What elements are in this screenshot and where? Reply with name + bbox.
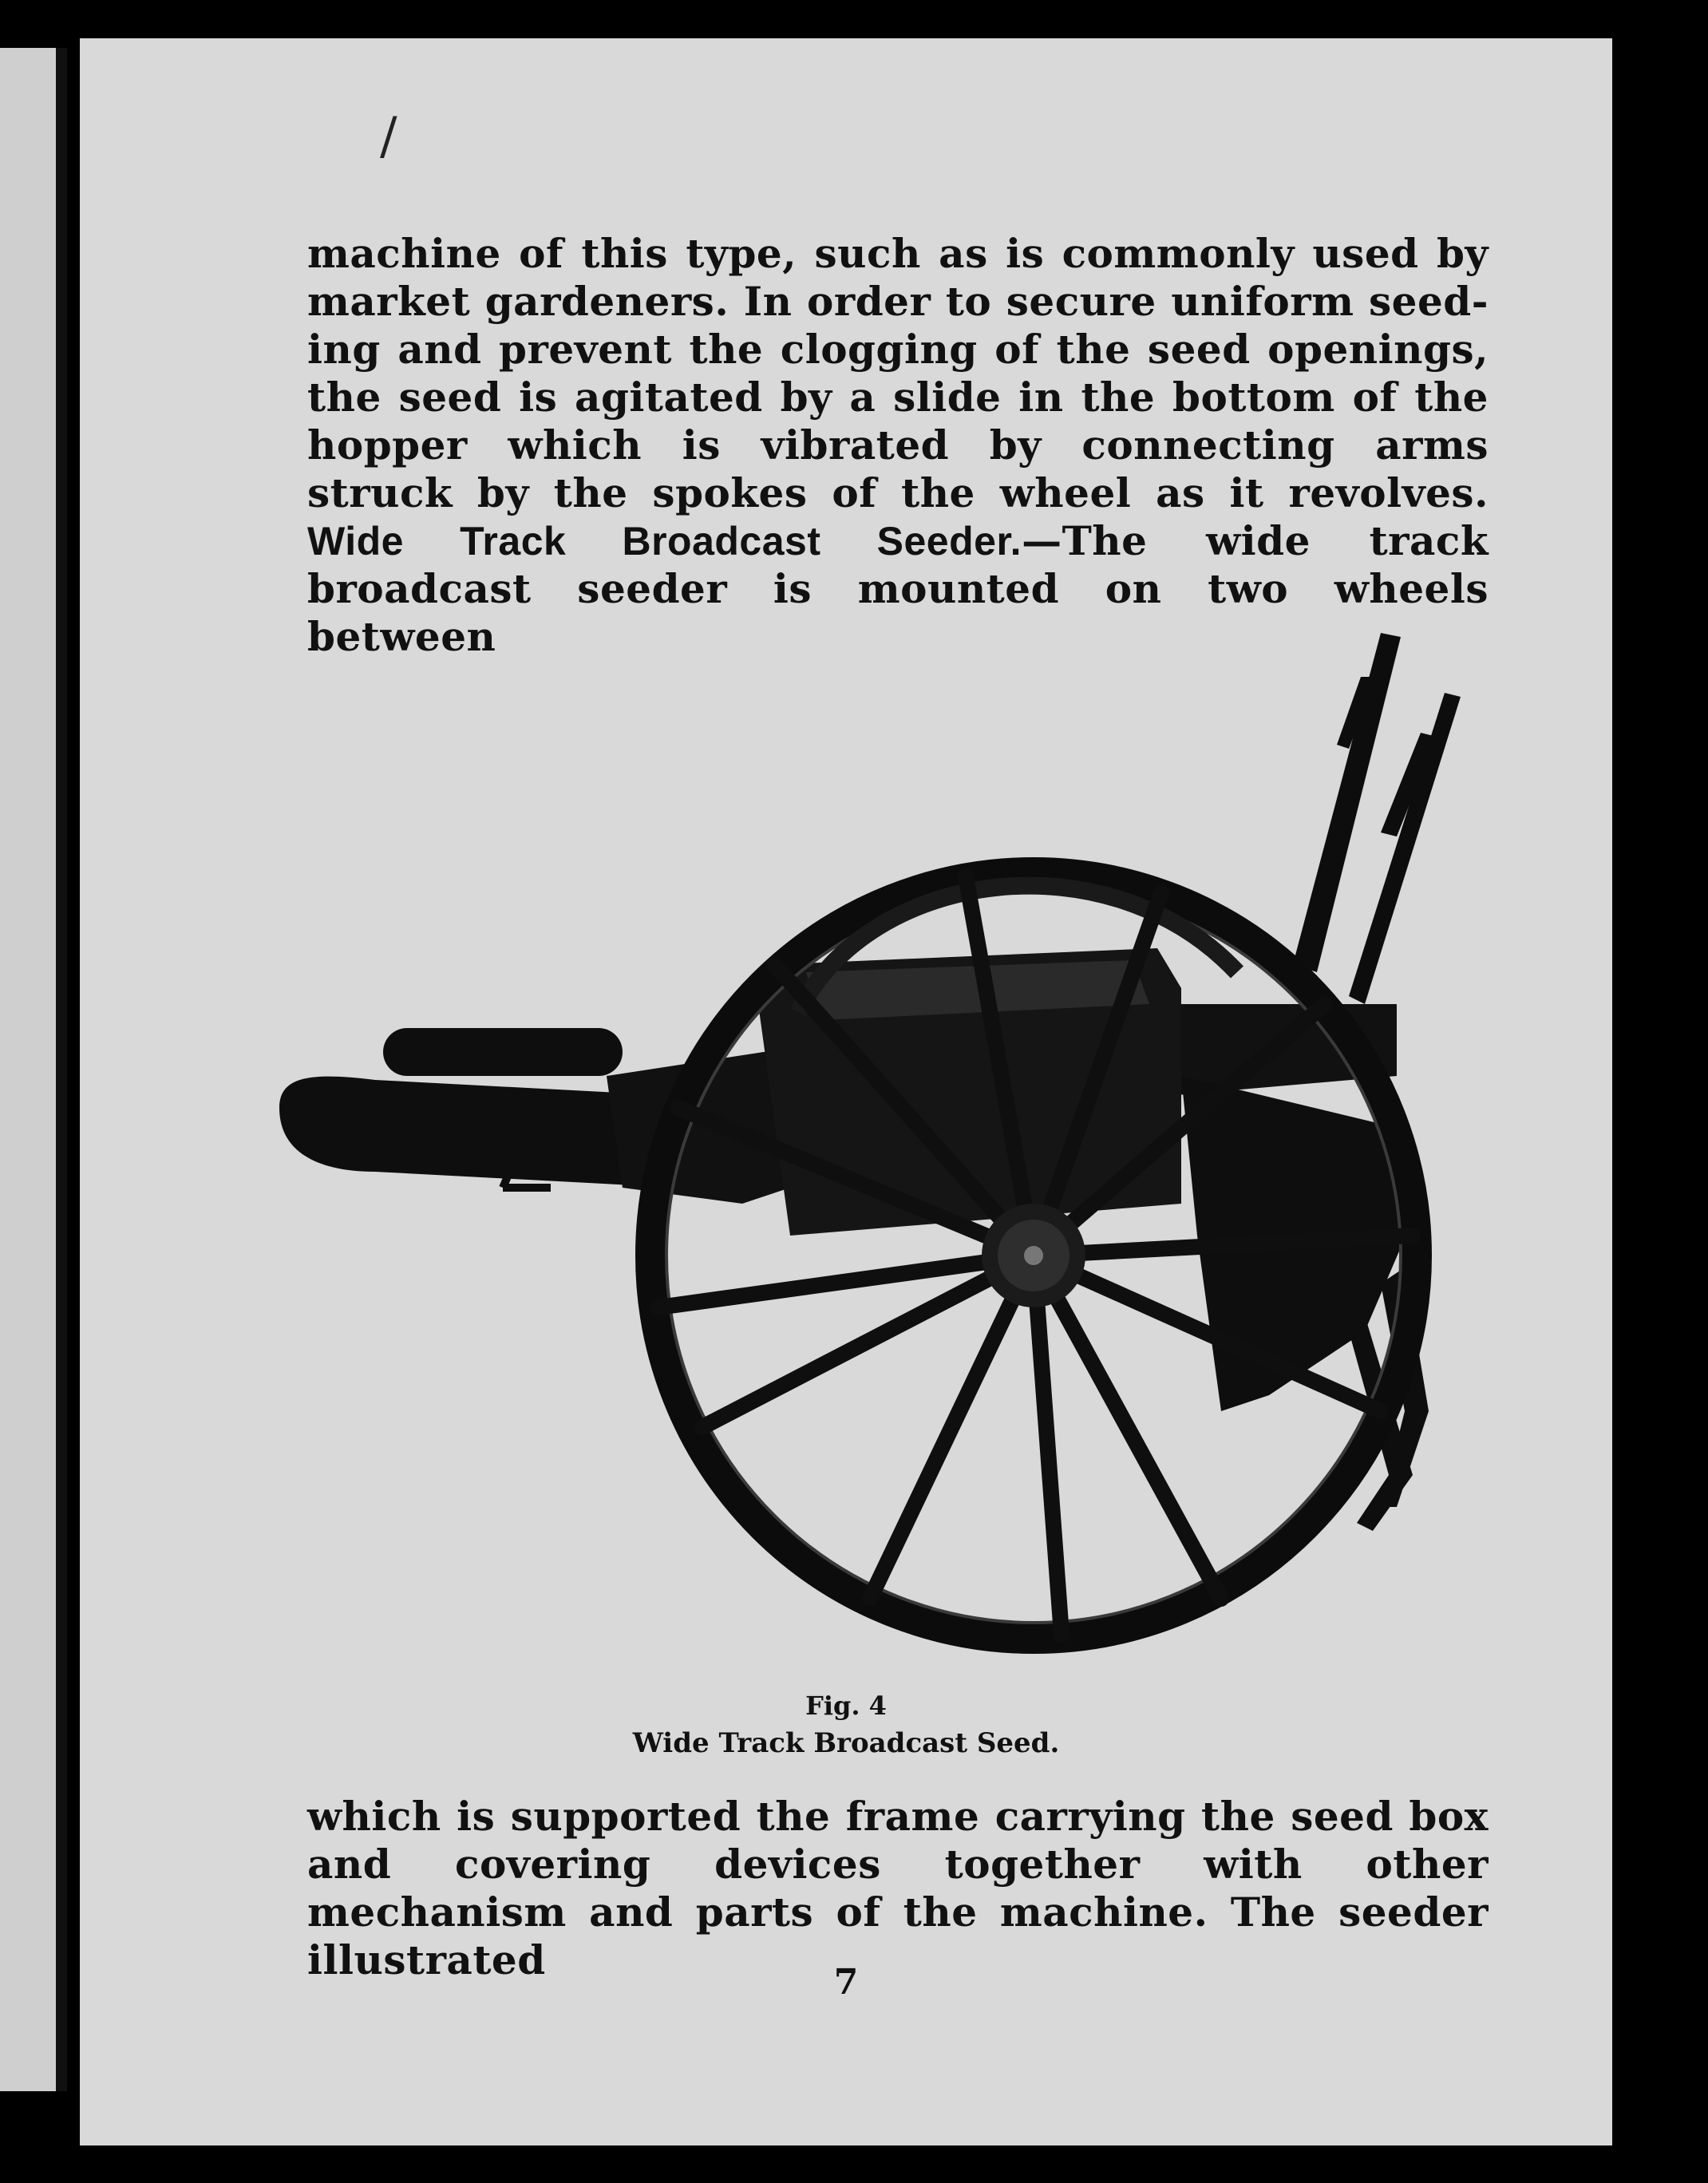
page-gutter-shadow [56,48,67,2091]
paragraph-3: which is supported the frame carrying the seed box and covering devices together with other mechanism and parts of the machine. The seeder illustrated [307,1793,1489,1983]
stray-mark: / [380,107,397,166]
paragraph-2-text: —The wide track broadcast seeder is mounted on two wheels between [307,517,1489,660]
paragraph-1: machine of this type, such as is commonly used by market gardeners. In order to secure uniform seed-ing and prevent the clogging of the seed openings, the seed is agitated by a slide in the bottom of the hopper which is vibrated by connecting arms struck by the spokes of the wheel as it revolves. [307,230,1489,516]
figure-caption: Wide Track Broadcast Seed. [632,1727,1060,1759]
seeder-illustration [263,629,1508,1667]
book-page [80,38,1612,2145]
page-number: 7 [833,1962,859,2003]
adjacent-page-edge [0,48,62,2091]
section-heading: Wide Track Broadcast Seeder. [307,519,1022,564]
figure-number: Fig. 4 [805,1691,887,1721]
